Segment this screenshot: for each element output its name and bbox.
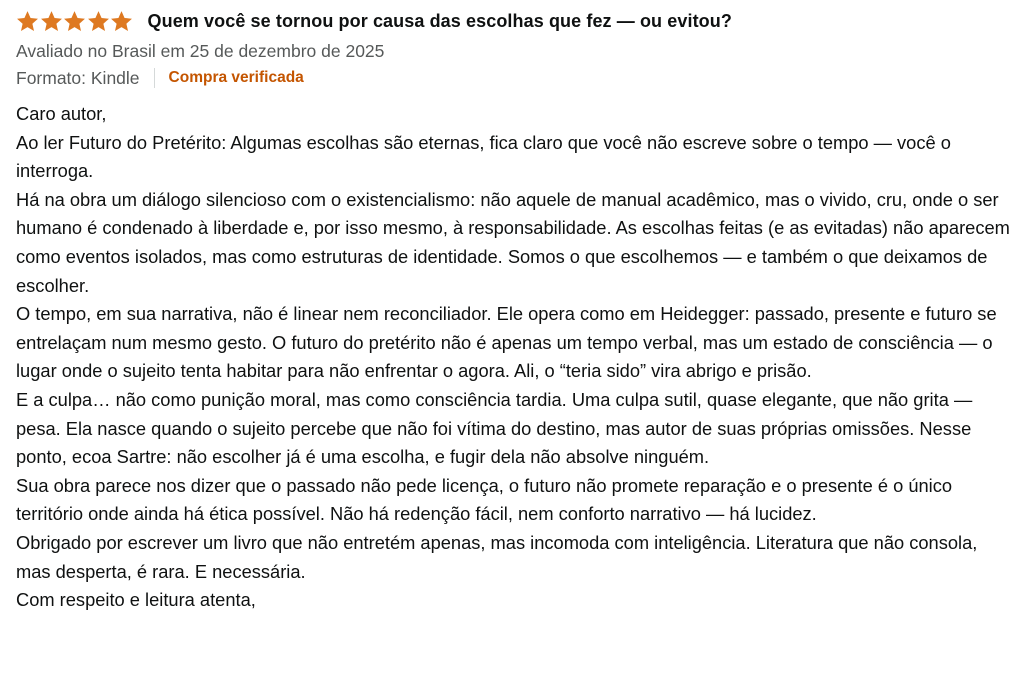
star-icon <box>110 10 133 33</box>
review-paragraph: O tempo, em sua narrativa, não é linear nem reconciliador. Ele opera como em Heidegger: passado, presente e futuro se entrelaçam num mesmo gesto. O futuro do pretérito não é apenas um tempo verbal, mas um estado de consciência — o lugar onde o sujeito tenta habitar para não enfrentar o agora. Ali, o “teria sido” vira abrigo e prisão. <box>16 303 997 382</box>
verified-purchase-badge[interactable]: Compra verificada <box>168 69 304 86</box>
review-date: Avaliado no Brasil em 25 de dezembro de 2025 <box>16 41 385 61</box>
star-icon <box>16 10 39 33</box>
review-format-row <box>16 65 1012 91</box>
review-paragraph: Sua obra parece nos dizer que o passado não pede licença, o futuro não promete reparação e o presente é o único território onde ainda há ética possível. Não há redenção fácil, nem conforto narrativo — há lucidez. <box>16 474 953 525</box>
review-paragraph: Há na obra um diálogo silencioso com o existencialismo: não aquele de manual acadêmico, mas o vivido, cru, onde o ser humano é condenado à liberdade e, por isso mesmo, à responsabilidade. As escolhas feitas (e as evitadas) não aparecem como eventos isolados, mas como estruturas de identidade. Somos o que escolhemos — e também o que deixamos de escolher. <box>16 188 1010 296</box>
review-title[interactable]: Quem você se tornou por causa das escolhas que fez — ou evitou? <box>147 10 732 31</box>
star-icon <box>40 10 63 33</box>
review-header <box>16 8 1012 34</box>
review-paragraph: Obrigado por escrever um livro que não entretém apenas, mas incomoda com inteligência. Literatura que não consola, mas desperta, é rara. E necessária. <box>16 531 978 582</box>
review-body <box>16 100 1012 615</box>
review-paragraph: Ao ler Futuro do Pretérito: Algumas escolhas são eternas, fica claro que você não escreve sobre o tempo — você o interroga. <box>16 131 951 182</box>
star-rating[interactable] <box>16 10 134 33</box>
star-icon <box>87 10 110 33</box>
review-paragraph: Caro autor, <box>16 103 107 124</box>
divider <box>154 68 155 88</box>
review-paragraph: Com respeito e leitura atenta, <box>16 589 256 611</box>
review-paragraph: E a culpa… não como punição moral, mas como consciência tardia. Uma culpa sutil, quase elegante, que não grita — pesa. Ela nasce quando o sujeito percebe que não foi vítima do destino, mas autor de suas próprias omissões. Nesse ponto, ecoa Sartre: não escolher já é uma escolha, e fugir dela não absolve ninguém. <box>16 388 973 468</box>
star-icon <box>63 10 86 33</box>
format-label[interactable]: Formato: Kindle <box>16 68 140 88</box>
